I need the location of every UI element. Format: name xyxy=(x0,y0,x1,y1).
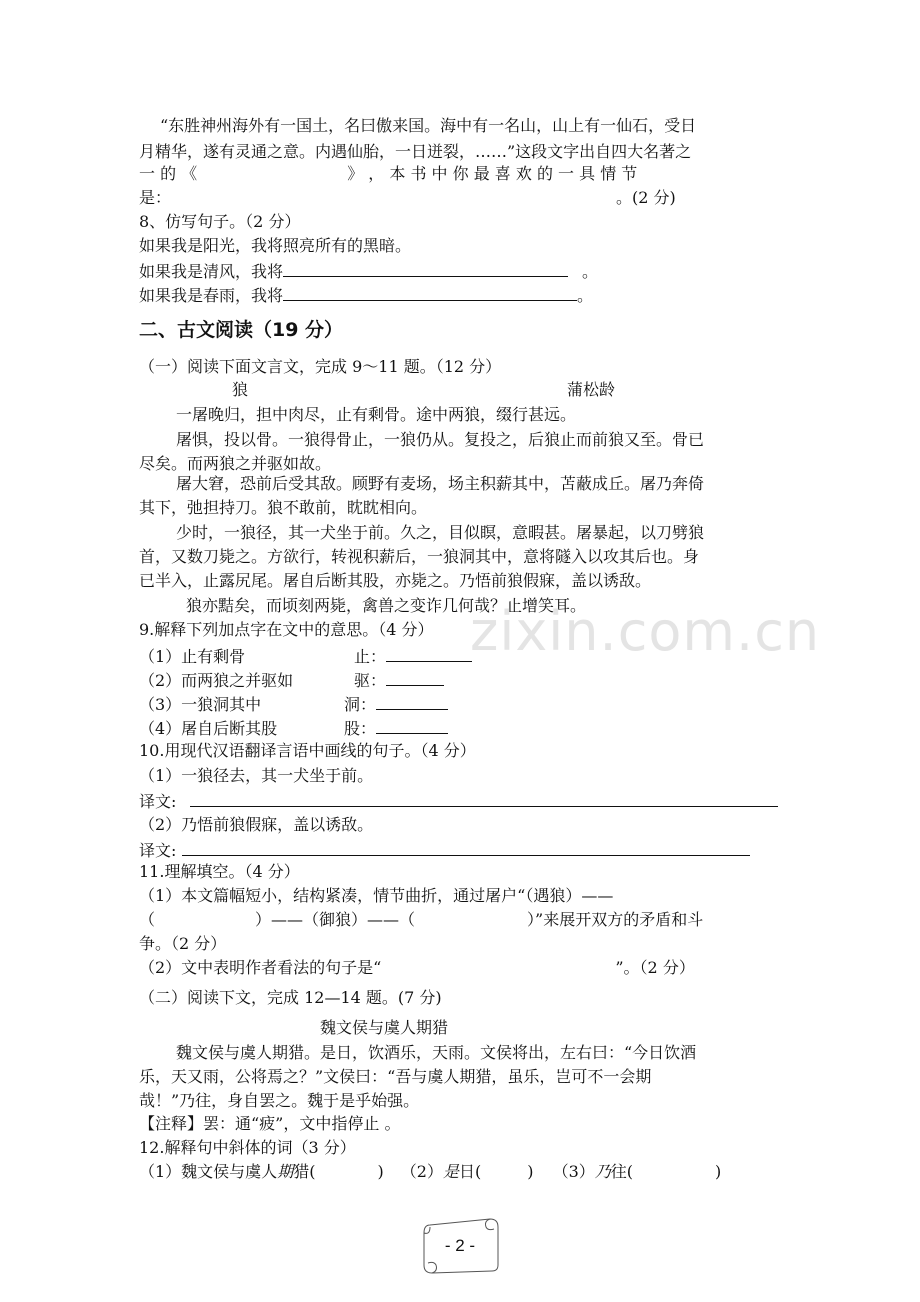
passage-line: 狼亦黠矣，而顷刻两毙，禽兽之变诈几何哉？止增笑耳。 xyxy=(186,596,587,615)
page-number: - 2 - xyxy=(444,1236,476,1255)
passage-line: 少时，一狼径，其一犬坐于前。久之，目似瞑，意暇甚。屠暴起，以刀劈狼 xyxy=(176,523,705,542)
answer-blank[interactable] xyxy=(190,790,778,807)
q10-translation: 译文: xyxy=(139,790,778,812)
q11-line: （2）文中表明作者看法的句子是“ ”。（2 分） xyxy=(139,958,695,977)
question-8-title: 8、仿写句子。（2 分） xyxy=(139,212,301,231)
q11-line: 争。（2 分） xyxy=(139,934,227,953)
q8-item: 如果我是春雨，我将 。 xyxy=(139,286,594,305)
passage-line: 哉！”乃往，身自罢之。魏于是乎始强。 xyxy=(139,1091,420,1110)
q9-item: （1）止有剩骨 止： xyxy=(139,645,472,667)
q10-sentence: （1）一狼径去，其一犬坐于前。 xyxy=(139,766,374,785)
question-12-title: 12.解释句中斜体的词（3 分） xyxy=(139,1138,356,1157)
watermark: zixin.com.cn xyxy=(470,600,821,663)
q9-item: （2）而两狼之并驱如 驱： xyxy=(139,669,444,691)
passage-line: 屠大窘，恐前后受其敌。顾野有麦场，场主积薪其中，苫蔽成丘。屠乃奔倚 xyxy=(176,474,705,493)
answer-blank[interactable] xyxy=(386,645,472,662)
passage-line: 是： 。(2 分) xyxy=(139,188,676,207)
q8-item: 如果我是清风，我将 。 xyxy=(139,262,599,281)
passage-line: 魏文侯与虞人期猎。是日，饮酒乐，天雨。文侯将出，左右曰：“今日饮酒 xyxy=(176,1043,697,1062)
q9-item: （4）屠自后断其股 股： xyxy=(139,717,448,739)
answer-blank[interactable] xyxy=(376,693,448,710)
q12-items: （1）魏文侯与虞人期猎( ) （2）是日( ) （3）乃往( ) xyxy=(139,1162,722,1181)
passage-line: 一 的 《 》 ， 本 书 中 你 最 喜 欢 的 一 具 情 节 xyxy=(139,164,638,183)
section-title: 二、古文阅读（19 分） xyxy=(139,319,344,341)
q8-example: 如果我是阳光，我将照亮所有的黑暗。 xyxy=(139,236,412,255)
q10-sentence: （2）乃悟前狼假寐，盖以诱敌。 xyxy=(139,815,374,834)
answer-blank[interactable] xyxy=(283,260,568,277)
q11-line: （1）本文篇幅短小，结构紧凑，情节曲折，通过屠户“（遇狼）—— xyxy=(139,886,614,905)
answer-blank[interactable] xyxy=(376,717,448,734)
annotation-note: 【注释】罢：通“疲”，文中指停止 。 xyxy=(139,1114,401,1133)
passage-line: 乐，天又雨，公将焉之？”文侯曰：“吾与虞人期猎，虽乐，岂可不一会期 xyxy=(139,1067,652,1086)
passage-line: 一屠晚归，担中肉尽，止有剩骨。途中两狼，缀行甚远。 xyxy=(176,405,577,424)
answer-blank[interactable] xyxy=(386,669,444,686)
answer-blank[interactable] xyxy=(283,284,577,301)
passage-line: 已半入，止露尻尾。屠自后断其股，亦毙之。乃悟前狼假寐，盖以诱敌。 xyxy=(139,571,652,590)
passage-title: 魏文侯与虞人期猎 xyxy=(320,1018,449,1037)
part1-intro: （一）阅读下面文言文，完成 9～11 题。（12 分） xyxy=(139,357,502,376)
q10-translation: 译文: xyxy=(139,839,750,861)
question-9-title: 9.解释下列加点字在文中的意思。（4 分） xyxy=(139,620,434,639)
passage-line: “东胜神州海外有一国土，名曰傲来国。海中有一名山，山上有一仙石，受日 xyxy=(160,116,697,135)
q9-item: （3）一狼洞其中 洞： xyxy=(139,693,448,715)
passage-title: 狼 xyxy=(232,380,249,399)
passage-line: 月精华，遂有灵通之意。内遇仙胎，一日迸裂，……”这段文字出自四大名著之 xyxy=(139,142,692,161)
part2-intro: （二）阅读下文，完成 12—14 题。(7 分) xyxy=(139,988,442,1007)
answer-blank[interactable] xyxy=(182,839,750,856)
question-10-title: 10.用现代汉语翻译言语中画线的句子。（4 分） xyxy=(139,741,476,760)
passage-line: 首，又数刀毙之。方欲行，转视积薪后，一狼洞其中，意将隧入以攻其后也。身 xyxy=(139,547,700,566)
question-11-title: 11.理解填空。（4 分） xyxy=(139,862,300,881)
passage-line: 尽矣。而两狼之并驱如故。 xyxy=(139,454,332,473)
q11-line: （ ）——（御狼）——（ ）”来展开双方的矛盾和斗 xyxy=(139,910,704,929)
passage-line: 屠惧，投以骨。一狼得骨止，一狼仍从。复投之，后狼止而前狼又至。骨已 xyxy=(176,430,705,449)
passage-author: 蒲松龄 xyxy=(567,380,616,399)
passage-line: 其下，弛担持刀。狼不敢前，眈眈相向。 xyxy=(139,498,428,517)
